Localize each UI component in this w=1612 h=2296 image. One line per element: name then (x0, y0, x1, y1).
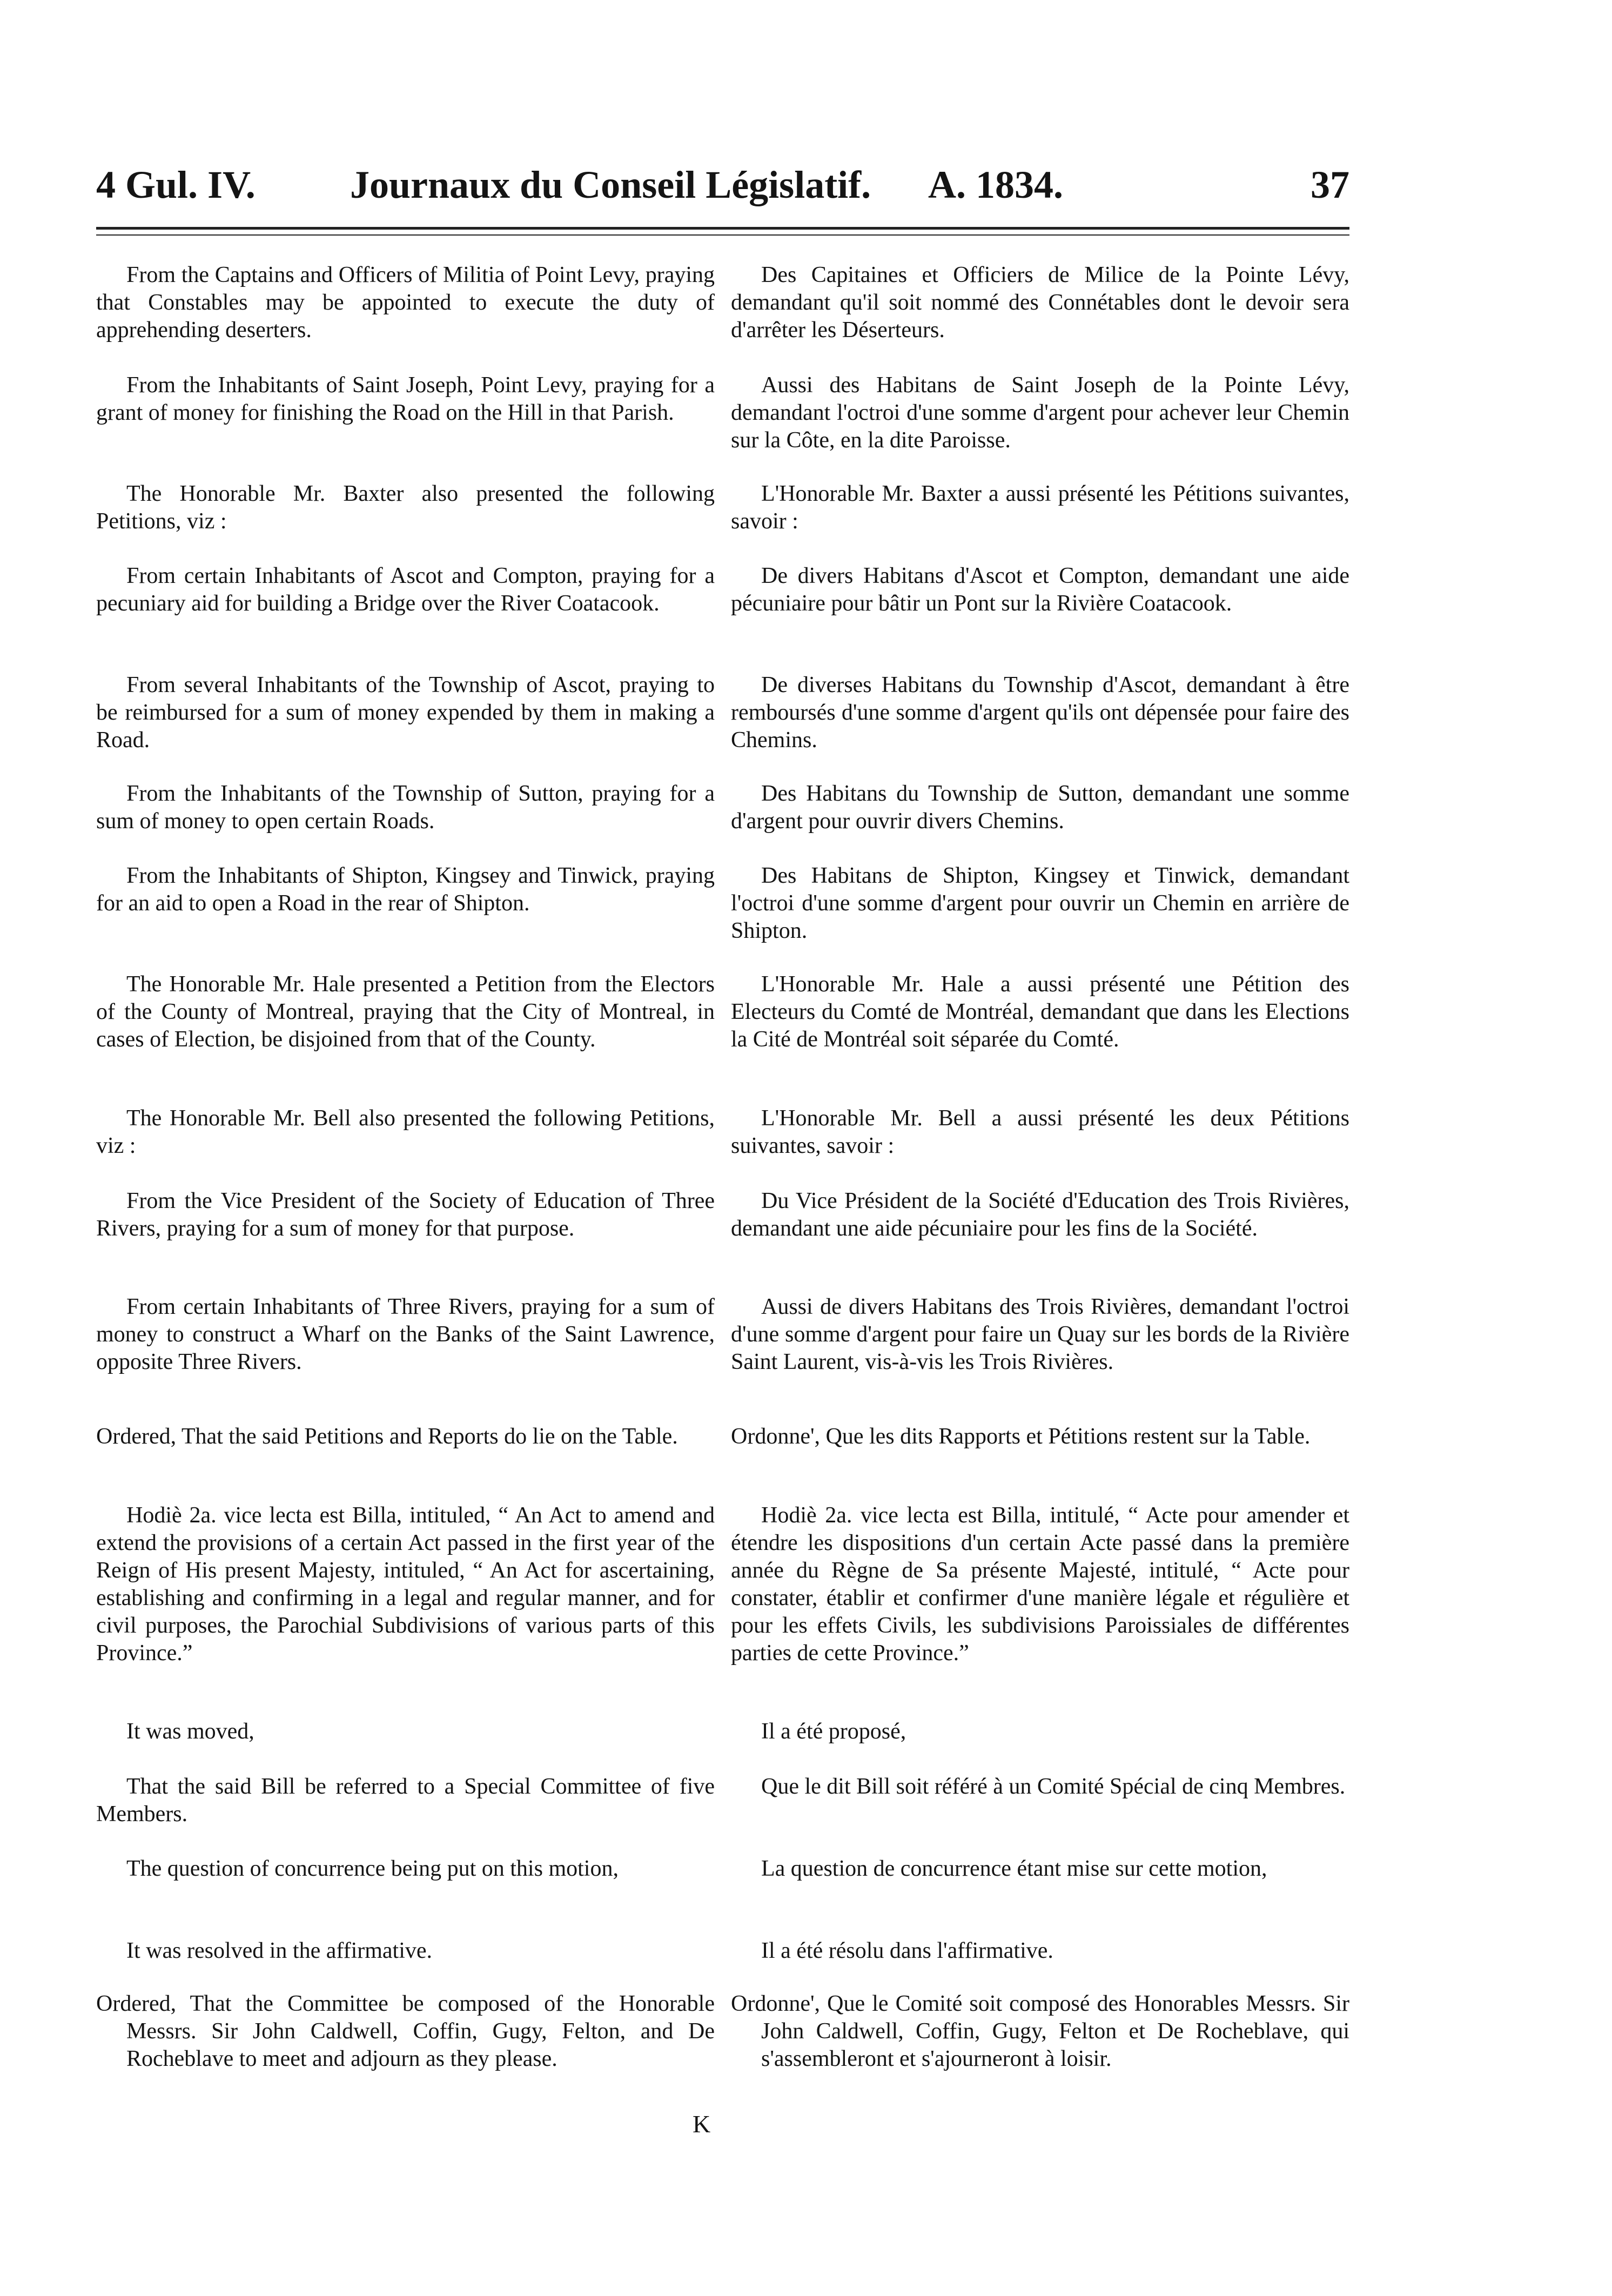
paragraph: L'Honorable Mr. Baxter a aussi présenté les Pétitions suivantes, savoir : (731, 481, 1349, 534)
paragraph: That the said Bill be referred to a Special Committee of five Members. (96, 1774, 715, 1827)
paragraph: The Honorable Mr. Baxter also presented the following Petitions, viz : (96, 481, 715, 534)
paragraph: It was moved, (126, 1719, 254, 1744)
paragraph: L'Honorable Mr. Hale a aussi présenté une Pétition des Electeurs du Comté de Montréal, demandant que dans les Elections la Cité de Montréal soit séparée du Comté. (731, 972, 1349, 1052)
paragraph: From the Vice President of the Society of Education of Three Rivers, praying for a sum of money for that purpose. (96, 1189, 715, 1241)
paragraph: L'Honorable Mr. Bell a aussi présenté les deux Pétitions suivantes, savoir : (731, 1106, 1349, 1158)
paragraph: From the Inhabitants of Shipton, Kingsey and Tinwick, praying for an aid to open a Road in the rear of Shipton. (96, 863, 715, 916)
bill-quote: Hodiè 2a. vice lecta est Billa, intituled, “ An Act to amend and extend the provisions of a certain Act passed in the first year of the Reign of His present Majesty, intituled, “ An Act for ascertaining, establishing and confirming in a legal and regular manner, and for civil purposes, the Parochial Subdivisions of various parts of this Province.” (96, 1503, 715, 1666)
header-reign: 4 Gul. IV. (96, 163, 256, 206)
ordonne-paragraph: Ordonne', Que les dits Rapports et Pétitions restent sur la Table. (731, 1424, 1311, 1449)
header-rule-thick (96, 227, 1349, 230)
paragraph: The Honorable Mr. Bell also presented the following Petitions, viz : (96, 1106, 715, 1158)
ordered-paragraph: Ordered, That the Committee be composed of the Honorable Messrs. Sir John Caldwell, Coffin, Gugy, Felton, and De Rocheblave to meet and adjourn as they please. (96, 1991, 715, 2071)
paragraph: Il a été proposé, (761, 1719, 906, 1744)
paragraph: From certain Inhabitants of Three Rivers, praying for a sum of money to construct a Wharf on the Banks of the Saint Lawrence, opposite Three Rivers. (96, 1294, 715, 1374)
paragraph: Aussi de divers Habitans des Trois Rivières, demandant l'octroi d'une somme d'argent pour faire un Quay sur les bords de la Rivière Saint Laurent, vis-à-vis les Trois Rivières. (731, 1294, 1349, 1374)
ordered-paragraph: Ordered, That the said Petitions and Reports do lie on the Table. (96, 1424, 678, 1449)
page-number: 37 (1311, 163, 1349, 206)
paragraph: It was resolved in the affirmative. (126, 1938, 433, 1963)
header-year: A. 1834. (928, 163, 1063, 206)
paragraph: From the Inhabitants of the Township of Sutton, praying for a sum of money to open certain Roads. (96, 781, 715, 834)
paragraph: From certain Inhabitants of Ascot and Compton, praying for a pecuniary aid for building a Bridge over the River Coatacook. (96, 563, 715, 616)
french-column (731, 261, 1349, 2120)
paragraph: Du Vice Président de la Société d'Education des Trois Rivières, demandant une aide pécuniaire pour les fins de la Société. (731, 1189, 1349, 1241)
ordonne-paragraph: Ordonne', Que le Comité soit composé des Honorables Messrs. Sir John Caldwell, Coffin, Gugy, Felton et De Rocheblave, qui s'assembleront et s'ajourneront à loisir. (731, 1991, 1349, 2071)
paragraph: La question de concurrence étant mise sur cette motion, (761, 1856, 1267, 1881)
signature-mark: K (693, 2110, 711, 2138)
paragraph: Des Habitans du Township de Sutton, demandant une somme d'argent pour ouvrir divers Chemins. (731, 781, 1349, 834)
paragraph: De divers Habitans d'Ascot et Compton, demandant une aide pécuniaire pour bâtir un Pont sur la Rivière Coatacook. (731, 563, 1349, 616)
english-column (96, 261, 715, 2120)
header-rule-thin (96, 234, 1349, 236)
page-header (96, 158, 1349, 212)
paragraph: Que le dit Bill soit référé à un Comité Spécial de cinq Membres. (761, 1774, 1346, 1799)
header-title: Journaux du Conseil Législatif. (350, 163, 871, 206)
bill-quote: Hodiè 2a. vice lecta est Billa, intitulé, “ Acte pour amender et étendre les dispositions d'un certain Acte passé dans la première année du Règne de Sa présente Majesté, intitulé, “ Acte pour constater, établir et confirmer d'une manière légale et régulière et pour les effets Civils, les subdivisions Paroissiales de différentes parties de cette Province.” (731, 1503, 1349, 1666)
paragraph: Aussi des Habitans de Saint Joseph de la Pointe Lévy, demandant l'octroi d'une somme d'argent pour achever leur Chemin sur la Côte, en la dite Paroisse. (731, 373, 1349, 453)
paragraph: From the Inhabitants of Saint Joseph, Point Levy, praying for a grant of money for finishing the Road on the Hill in that Parish. (96, 373, 715, 425)
paragraph: The Honorable Mr. Hale presented a Petition from the Electors of the County of Montreal, praying that the City of Montreal, in cases of Election, be disjoined from that of the County. (96, 972, 715, 1052)
paragraph: Des Capitaines et Officiers de Milice de la Pointe Lévy, demandant qu'il soit nommé des Connétables dont le devoir sera d'arrêter les Déserteurs. (731, 263, 1349, 343)
paragraph: From several Inhabitants of the Township of Ascot, praying to be reimbursed for a sum of money expended by them in making a Road. (96, 673, 715, 753)
paragraph: De diverses Habitans du Township d'Ascot, demandant à être remboursés d'une somme d'argent qu'ils ont dépensée pour faire des Chemins. (731, 673, 1349, 753)
paragraph: From the Captains and Officers of Militia of Point Levy, praying that Constables may be appointed to execute the duty of apprehending deserters. (96, 263, 715, 343)
paragraph: Il a été résolu dans l'affirmative. (761, 1938, 1053, 1963)
paragraph: The question of concurrence being put on this motion, (126, 1856, 619, 1881)
paragraph: Des Habitans de Shipton, Kingsey et Tinwick, demandant l'octroi d'une somme d'argent pour ouvrir un Chemin en arrière de Shipton. (731, 863, 1349, 943)
